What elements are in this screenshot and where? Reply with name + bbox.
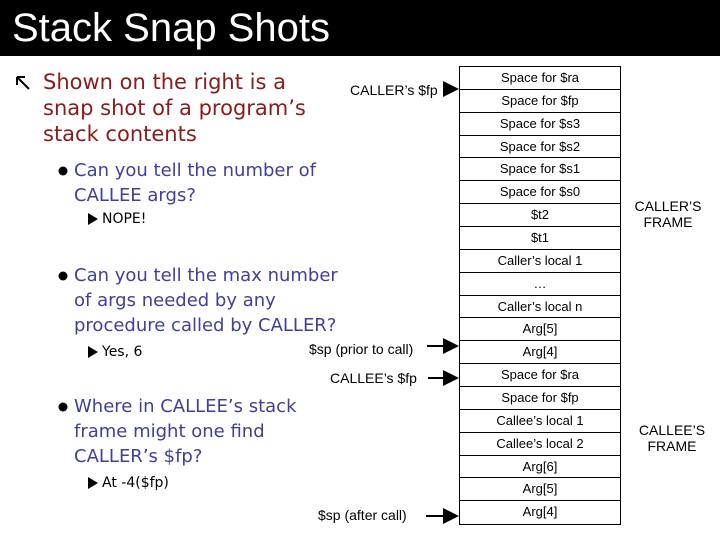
stack-cell: Space for $s1 xyxy=(460,158,620,181)
main-bullet-line-3: stack contents xyxy=(43,122,197,146)
q2-line-1: Can you tell the max number xyxy=(74,265,338,286)
stack-cell: Arg[5] xyxy=(460,318,620,341)
stack-cell: Space for $s0 xyxy=(460,181,620,204)
sp-after-label: $sp (after call) xyxy=(318,507,407,523)
main-bullet-line-2: snap shot of a program’s xyxy=(43,96,306,120)
q2-line-2: of args needed by any xyxy=(74,290,276,311)
caller-fp-label: CALLER’s $fp xyxy=(350,82,438,98)
stack-cell: $t1 xyxy=(460,227,620,250)
q1-answer: NOPE! xyxy=(102,211,147,227)
stack-cell: Space for $s3 xyxy=(460,113,620,136)
stack-cell: Caller’s local 1 xyxy=(460,250,620,273)
stack-cell: Arg[5] xyxy=(460,478,620,501)
q1-line-2: CALLEE args? xyxy=(74,185,196,206)
sp-prior-label: $sp (prior to call) xyxy=(309,341,414,357)
q3-line-1: Where in CALLEE’s stack xyxy=(74,396,297,417)
stack-cell: Arg[6] xyxy=(460,456,620,479)
stack-cell: Space for $fp xyxy=(460,387,620,410)
callee-frame-line-1: CALLEE’S xyxy=(638,422,706,438)
q3-answer: At -4($fp) xyxy=(102,475,169,491)
callee-frame-line-2: FRAME xyxy=(647,438,697,454)
stack-cell: Arg[4] xyxy=(460,501,620,524)
caller-frame-line-2: FRAME xyxy=(643,214,693,230)
stack-cell: Arg[4] xyxy=(460,341,620,364)
q2-answer: Yes, 6 xyxy=(102,344,143,360)
q3-line-2: frame might one find xyxy=(74,421,265,442)
stack-cell: $t2 xyxy=(460,204,620,227)
q1-line-1: Can you tell the number of xyxy=(74,160,316,181)
stack-cell: Callee’s local 2 xyxy=(460,433,620,456)
q3-line-3: CALLER’s $fp? xyxy=(74,446,203,467)
stack-cell: Space for $fp xyxy=(460,90,620,113)
stack-cell: Space for $ra xyxy=(460,67,620,90)
stack-diagram xyxy=(459,66,621,525)
callee-frame-label xyxy=(632,422,712,454)
q2-line-3: procedure called by CALLER? xyxy=(74,315,337,336)
stack-cell: Callee’s local 1 xyxy=(460,410,620,433)
stack-cell: Space for $s2 xyxy=(460,136,620,159)
callee-fp-label: CALLEE’s $fp xyxy=(330,370,417,386)
stack-cell: … xyxy=(460,273,620,296)
slide-title: Stack Snap Shots xyxy=(12,6,330,50)
stack-cell: Caller’s local n xyxy=(460,296,620,319)
stack-cell: Space for $ra xyxy=(460,364,620,387)
caller-frame-label xyxy=(628,198,708,230)
main-bullet-line-1: Shown on the right is a xyxy=(43,70,286,94)
caller-frame-line-1: CALLER’S xyxy=(634,198,702,214)
